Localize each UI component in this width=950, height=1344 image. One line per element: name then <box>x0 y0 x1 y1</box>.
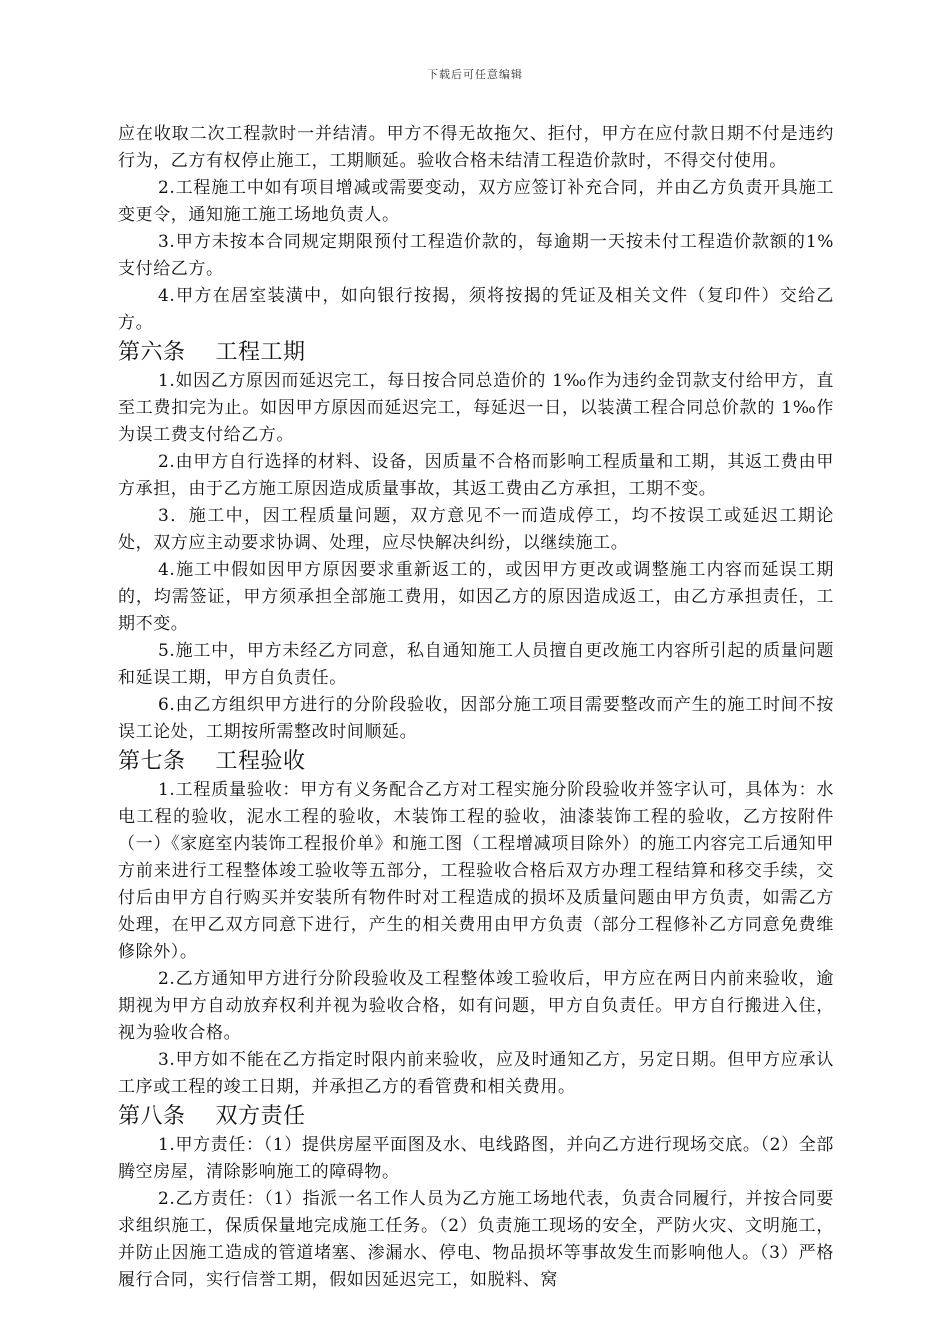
paragraph: 1.甲方责任：（1）提供房屋平面图及水、电线路图，并向乙方进行现场交底。（2）全部腾空房屋，清除影响施工的障碍物。 <box>118 1135 834 1182</box>
paragraph: 应在收取二次工程款时一并结清。甲方不得无故拖欠、拒付，甲方在应付款日期不付是违约行为，乙方有权停止施工，工期顺延。验收合格未结清工程造价款时，不得交付使用。 <box>118 124 834 171</box>
section-heading: 第七条 工程验收 <box>118 749 306 774</box>
paragraph: 3.甲方如不能在乙方指定时限内前来验收，应及时通知乙方，另定日期。但甲方应承认工序或工程的竣工日期，并承担乙方的看管费和相关费用。 <box>118 1050 834 1097</box>
paragraph: 1.如因乙方原因而延迟完工，每日按合同总造价的 1‰作为违约金罚款支付给甲方，直至工费扣完为止。如因甲方原因而延迟完工，每延迟一日，以装潢工程合同总价款的 1‰作为误工费支付给乙方。 <box>118 371 834 445</box>
paragraph: 4.施工中假如因甲方原因要求重新返工的，或因甲方更改或调整施工内容而延误工期的，均需签证，甲方须承担全部施工费用，如因乙方的原因造成返工，由乙方承担责任，工期不变。 <box>118 560 834 634</box>
section-heading: 第八条 双方责任 <box>118 1104 306 1129</box>
paragraph: 6.由乙方组织甲方进行的分阶段验收，因部分施工项目需要整改而产生的施工时间不按误工论处，工期按所需整改时间顺延。 <box>118 695 834 742</box>
paragraph: 3.甲方未按本合同规定期限预付工程造价款的，每逾期一天按未付工程造价款额的1%支付给乙方。 <box>118 232 834 279</box>
section-heading: 第六条 工程工期 <box>118 340 306 365</box>
paragraph: 3．施工中，因工程质量问题，双方意见不一而造成停工，均不按误工或延迟工期论处，双方应主动要求协调、处理，应尽快解决纠纷，以继续施工。 <box>118 506 834 553</box>
paragraph: 2.乙方通知甲方进行分阶段验收及工程整体竣工验收后，甲方应在两日内前来验收，逾期视为甲方自动放弃权利并视为验收合格，如有问题，甲方自负责任。甲方自行搬进入住，视为验收合格。 <box>118 969 834 1043</box>
paragraph: 4.甲方在居室装潢中，如向银行按揭，须将按揭的凭证及相关文件（复印件）交给乙方。 <box>118 286 834 333</box>
page-header: 下载后可任意编辑 <box>427 68 523 81</box>
paragraph: 1.工程质量验收：甲方有义务配合乙方对工程实施分阶段验收并签字认可，具体为：水电工程的验收，泥水工程的验收，木装饰工程的验收，油漆装饰工程的验收，乙方按附件（一）《家庭室内装饰工程报价单》和施工图（工程增减项目除外）的施工内容完工后通知甲方前来进行工程整体竣工验收等五部分，工程验收合格后双方办理工程结算和移交手续，交付后由甲方自行购买并安装所有物件时对工程造成的损坏及质量问题由甲方负责，如需乙方处理，在甲乙双方同意下进行，产生的相关费用由甲方负责（部分工程修补乙方同意免费维修除外）。 <box>118 780 834 962</box>
paragraph: 2.由甲方自行选择的材料、设备，因质量不合格而影响工程质量和工期，其返工费由甲方承担，由于乙方施工原因造成质量事故，其返工费由乙方承担，工期不变。 <box>118 452 834 499</box>
paragraph: 2.乙方责任：（1）指派一名工作人员为乙方施工场地代表，负责合同履行，并按合同要求组织施工，保质保量地完成施工任务。（2）负责施工现场的安全，严防火灾、文明施工，并防止因施工造成的管道堵塞、渗漏水、停电、物品损坏等事故发生而影响他人。（3）严格履行合同，实行信誉工期，假如因延迟完工，如脱料、窝 <box>118 1189 834 1290</box>
paragraph: 5.施工中，甲方未经乙方同意，私自通知施工人员擅自更改施工内容所引起的质量问题和延误工期，甲方自负责任。 <box>118 641 834 688</box>
paragraph: 2.工程施工中如有项目增减或需要变动，双方应签订补充合同，并由乙方负责开具施工变更令，通知施工施工场地负责人。 <box>118 178 834 225</box>
document-body <box>118 121 834 1294</box>
